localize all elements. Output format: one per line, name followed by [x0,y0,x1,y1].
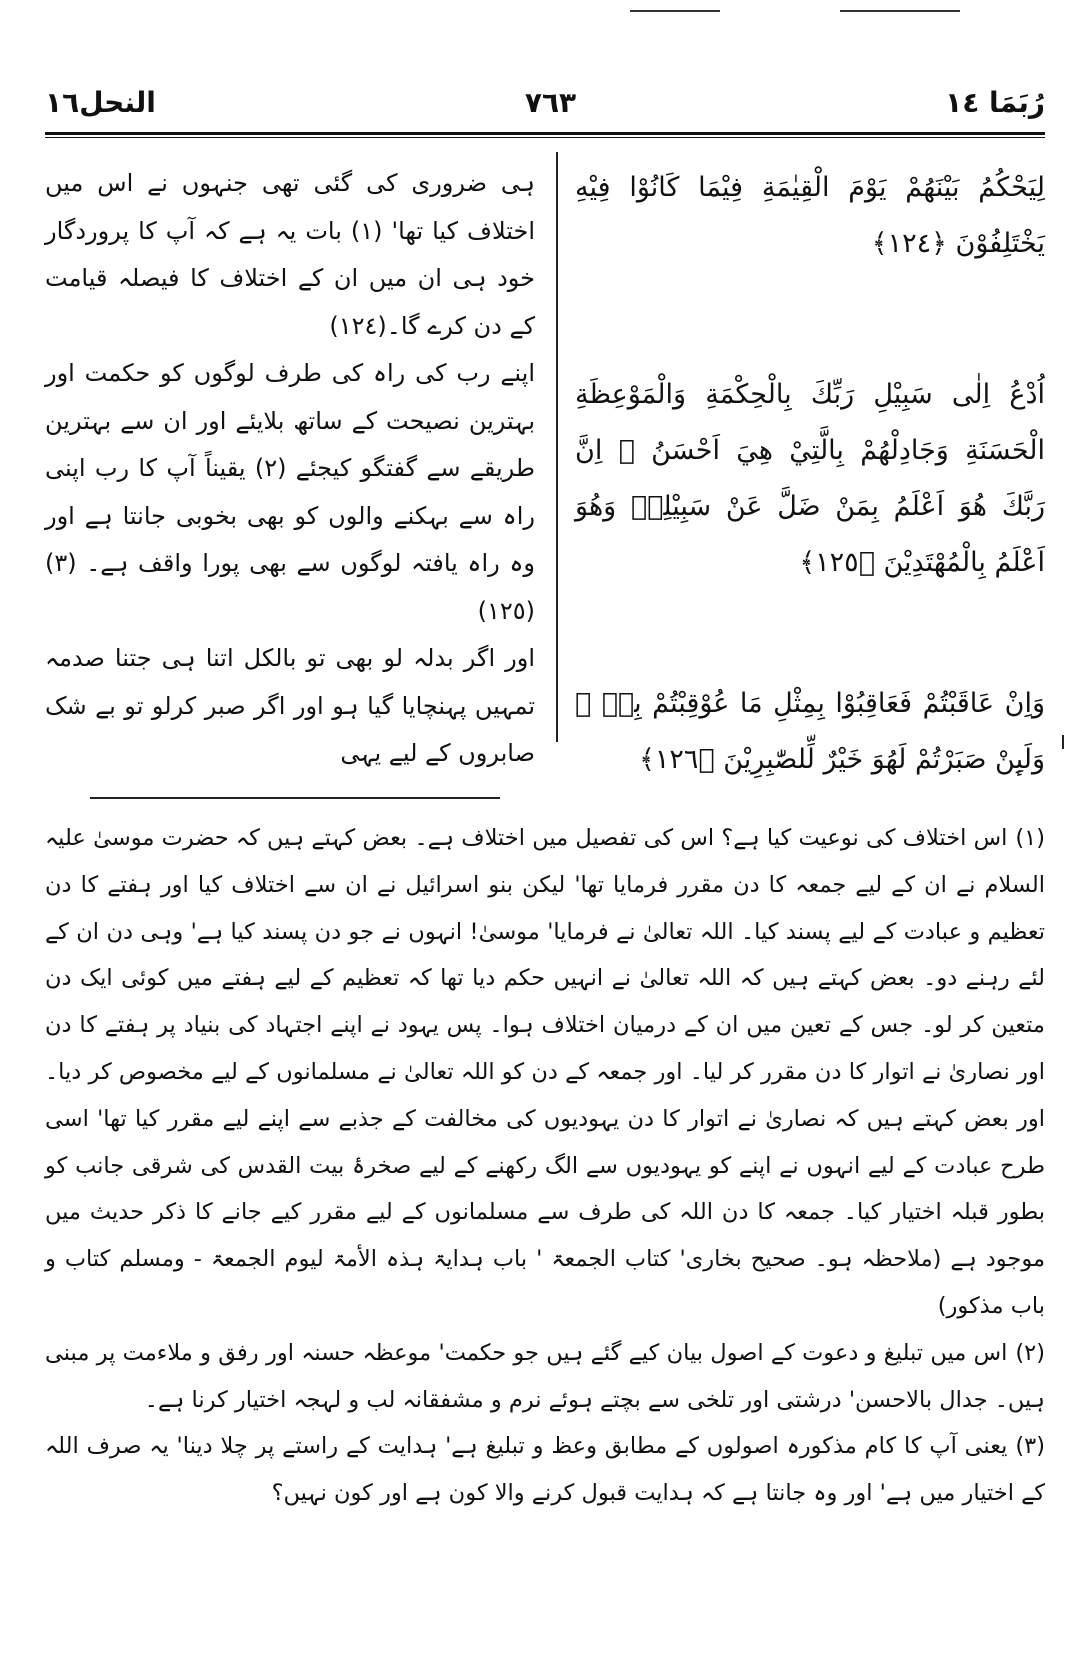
page-header [45,82,1045,122]
footnotes [45,815,1045,1517]
footnote-1 [45,815,1045,1330]
footnote-label: (٣) [1015,1433,1045,1460]
urdu-column [45,160,535,778]
translation-126: اور اگر بدلہ لو بھی تو بالکل اتنا ہی جتنا صدمہ تمہیں پہنچایا گیا ہو اور اگر صبر کرلو تو بے شک صابروں کے لیے یہی [45,644,535,767]
translation-125: اپنے رب کی راہ کی طرف لوگوں کو حکمت اور بہترین نصیحت کے ساتھ بلایئے اور ان سے بہترین طریقے سے گفتگو کیجئے (٢) یقیناً آپ کا رب اپنی راہ سے بہکنے والوں کو بھی بخوبی جانتا ہے اور وہ راہ یافتہ لوگوں سے بھی پورا واقف ہے۔ (٣) (١٢٥) [45,359,536,625]
footnote-label: (٢) [1015,1339,1045,1366]
header-rule-thin [45,137,1045,138]
footnote-text: اس اختلاف کی نوعیت کیا ہے؟ اس کی تفصیل میں اختلاف ہے۔ بعض کہتے ہیں کہ حضرت موسیٰ علیہ السلام نے ان کے لیے جمعہ کا دن مقرر فرمایا تھا' لیکن بنو اسرائیل نے ان سے اختلاف کیا اور ہفتے کا دن تعظیم و عبادت کے لیے پسند کیا۔ اللہ تعالیٰ نے فرمایا' موسیٰ! انہوں نے جو دن پسند کیا ہے' وہی دن ان کے لئے رہنے دو۔ بعض کہتے ہیں کہ اللہ تعالیٰ نے انہیں حکم دیا تھا کہ تعظیم کے لیے ہفتے میں کوئی ایک دن متعین کر لو۔ جس کے تعین میں ان کے درمیان اختلاف ہوا۔ پس یہود نے اپنے اجتہاد کی بنیاد پر ہفتے کا دن اور نصاریٰ نے اتوار کا دن مقرر کر لیا۔ اور جمعہ کے دن کو اللہ تعالیٰ نے مسلمانوں کے لیے مخصوص کر دیا۔ اور بعض کہتے ہیں کہ نصاریٰ نے اتوار کا دن یہودیوں کی مخالفت کے جذبے سے اپنے لیے مقرر کیا تھا' اسی طرح عبادت کے لیے انہوں نے اپنے کو یہودیوں سے الگ رکھنے کے لیے صخرۂ بیت القدس کی شرقی جانب کو بطور قبلہ اختیار کیا۔ جمعہ کا دن اللہ کی طرف سے مسلمانوں کے لیے مقرر کیے جانے کا ذکر حدیث میں موجود ہے (ملاحظہ ہو۔ صحیح بخاری' کتاب الجمعۃ ' باب ہدایۃ ہذہ الأمۃ لیوم الجمعۃ - ومسلم کتاب و باب مذکور) [45,825,1045,1319]
verse-125: اُدْعُ اِلٰى سَبِيْلِ رَبِّكَ بِالْحِكْمَةِ وَالْمَوْعِظَةِ الْحَسَنَةِ وَجَادِلْهُمْ بِالَّتِيْ هِيَ اَحْسَنُ ۭ اِنَّ رَبَّكَ هُوَ اَعْلَمُ بِمَنْ ضَلَّ عَنْ سَبِيْلِهٖ وَهُوَ اَعْلَمُ بِالْمُهْتَدِيْنَ ﴿١٢٥﴾ [575,379,1045,578]
top-rule-1 [630,10,720,12]
footnote-2 [45,1330,1045,1424]
footnote-text: یعنی آپ کا کام مذکورہ اصولوں کے مطابق وعظ و تبلیغ ہے' ہدایت کے راستے پر چلا دینا' یہ صرف اللہ کے اختیار میں ہے' اور وہ جانتا ہے کہ ہدایت قبول کرنے والا کون ہے اور کون نہیں؟ [45,1433,1045,1507]
verse-124: لِيَحْكُمُ بَيْنَهُمْ يَوْمَ الْقِيٰمَةِ فِيْمَا كَانُوْا فِيْهِ يَخْتَلِفُوْنَ ﴿١٢٤﴾ [575,172,1045,259]
footnote-label: (١) [1015,825,1045,851]
footnote-3 [45,1423,1045,1517]
surah-name: النحل١٦ [45,85,156,119]
top-rule-2 [840,10,960,12]
page-number: ٧٦٣ [524,85,577,119]
column-divider [556,152,558,742]
footnote-rule [90,797,500,799]
translation-124: ہی ضروری کی گئی تھی جنہوں نے اس میں اختلاف کیا تھا' (١) بات یہ ہے کہ آپ کا پروردگار خود ہی ان میں ان کے اختلاف کا فیصلہ قیامت کے دن کرے گا۔(١٢٤) [45,169,536,340]
juz-name: رُبَمَا ١٤ [945,85,1045,119]
margin-tick [1062,735,1064,749]
verse-126: وَاِنْ عَاقَبْتُمْ فَعَاقِبُوْا بِمِثْلِ مَا عُوْقِبْتُمْ بِهٖ ۭ وَلَىِٕنْ صَبَرْتُمْ لَهُوَ خَيْرٌ لِّلصّٰبِرِيْنَ ﴿١٢٦﴾ [575,688,1045,775]
footnote-text: اس میں تبلیغ و دعوت کے اصول بیان کیے گئے ہیں جو حکمت' موعظہ حسنہ اور رفق و ملاءمت پر مبنی ہیں۔ جدال بالاحسن' درشتی اور تلخی سے بچتے ہوئے نرم و مشفقانہ لب و لہجہ اختیار کرنا ہے۔ [45,1339,1045,1413]
arabic-column [575,160,1045,788]
header-rule [45,132,1045,135]
